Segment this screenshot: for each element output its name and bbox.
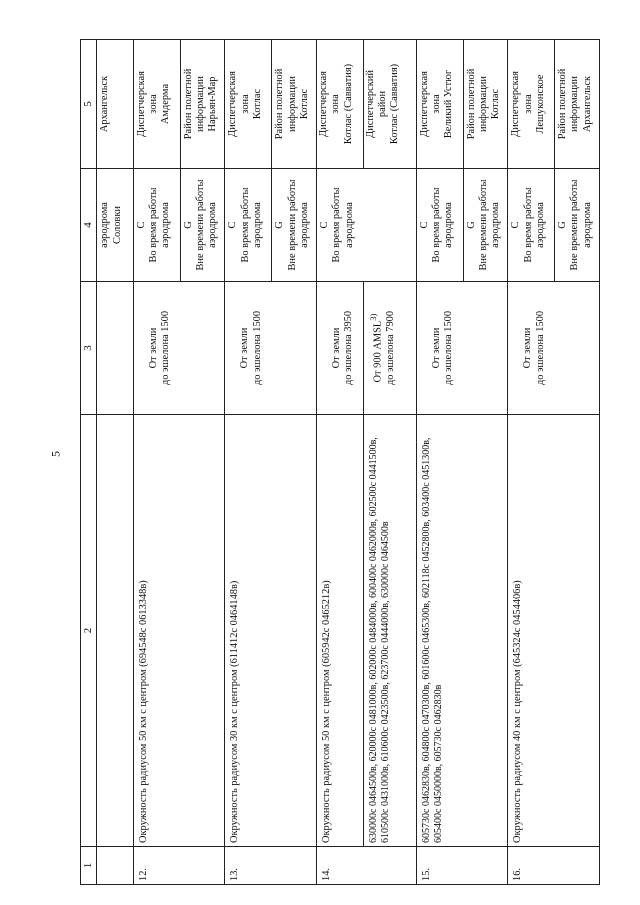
row-description: Окружность радиусом 50 км с центром (694548с 0613348в) — [133, 415, 225, 847]
table-row — [133, 40, 180, 885]
airspace-class-g: G Вне времени работы аэродрома — [272, 169, 317, 282]
atc-unit: Диспетчерская зона Котлас — [225, 40, 272, 169]
header-col-2: 2 — [81, 415, 97, 847]
airspace-class-c: С Во время работы аэродрома — [133, 169, 180, 282]
row-description-coordinates: 630000с 0464500в, 620000с 0481000в, 602000с 0484000в, 600400с 0462000в, 602500с 0441500в, 610500с 0431000в, 610600с 0423500в, 623700с 0444000в, 630000с 0464500в — [363, 415, 416, 847]
table-row — [508, 40, 555, 885]
airspace-table — [80, 39, 600, 885]
vertical-limits: От земли до эшелона 3950 — [317, 282, 364, 415]
row-description: 605730с 0462830в, 604800с 0470300в, 601600с 0465300в, 602118с 0452800в, 603400с 0451300в, 605400с 0450000в, 605730с 0462830в — [416, 415, 508, 847]
table-row — [225, 40, 272, 885]
fis-unit: Район полетной информации Котлас — [272, 40, 317, 169]
fis-unit: Район полетной информации Архангельск — [555, 40, 600, 169]
atc-unit: Диспетчерская зона Котлас (Савватия) — [317, 40, 364, 169]
airspace-class-g: G Вне времени работы аэродрома — [463, 169, 508, 282]
header-col-4: 4 — [81, 169, 97, 282]
airspace-class-c: С Во время работы аэродрома — [317, 169, 417, 282]
header-col-1: 1 — [81, 847, 97, 885]
airspace-class-c: С Во время работы аэродрома — [416, 169, 463, 282]
airspace-class-c: С Во время работы аэродрома — [508, 169, 555, 282]
row-number: 16. — [508, 847, 600, 885]
fis-unit: Район полетной информации Нарьян-Мар — [180, 40, 225, 169]
atc-unit: Диспетчерская зона Амдерма — [133, 40, 180, 169]
airspace-class-c: С Во время работы аэродрома — [225, 169, 272, 282]
row-description: Окружность радиусом 50 км с центром (605942с 0465212в) — [317, 415, 364, 847]
vertical-limits: От земли до эшелона 1500 — [225, 282, 317, 415]
row-number: 15. — [416, 847, 508, 885]
header-row — [81, 40, 97, 885]
fis-unit: Район полетной информации Котлас — [463, 40, 508, 169]
row-number: 14. — [317, 847, 417, 885]
airspace-class-g: G Вне времени работы аэродрома — [555, 169, 600, 282]
atc-unit: Диспетчерская зона Лешуконское — [508, 40, 555, 169]
header-col-3: 3 — [81, 282, 97, 415]
page-number: 5 — [48, 451, 63, 457]
row-description: Окружность радиусом 40 км с центром (645324с 0454406в) — [508, 415, 600, 847]
row-description: Окружность радиусом 30 км с центром (611412с 0464148в) — [225, 415, 317, 847]
acc-unit: Диспетчерский район Котлас (Савватия) — [363, 40, 416, 169]
cont-class-cell: аэродрома Соловки — [97, 169, 134, 282]
table-row — [416, 40, 463, 885]
table-row — [363, 40, 416, 885]
vertical-limits: От земли до эшелона 1500 — [416, 282, 508, 415]
vertical-limits: От земли до эшелона 1500 — [508, 282, 600, 415]
row-number: 12. — [133, 847, 225, 885]
vertical-limits: От 900 AMSL$^{3)}$ до эшелона 7900 — [363, 282, 416, 415]
airspace-class-g: G Вне времени работы аэродрома — [180, 169, 225, 282]
table-row-continuation — [97, 40, 134, 885]
cont-unit-cell: Архангельск — [97, 40, 134, 169]
header-col-5: 5 — [81, 40, 97, 169]
rotated-table-wrapper — [80, 40, 600, 885]
row-number: 13. — [225, 847, 317, 885]
table-row — [317, 40, 364, 885]
atc-unit: Диспетчерская зона Великий Устюг — [416, 40, 463, 169]
vertical-limits: От земли до эшелона 1500 — [133, 282, 225, 415]
